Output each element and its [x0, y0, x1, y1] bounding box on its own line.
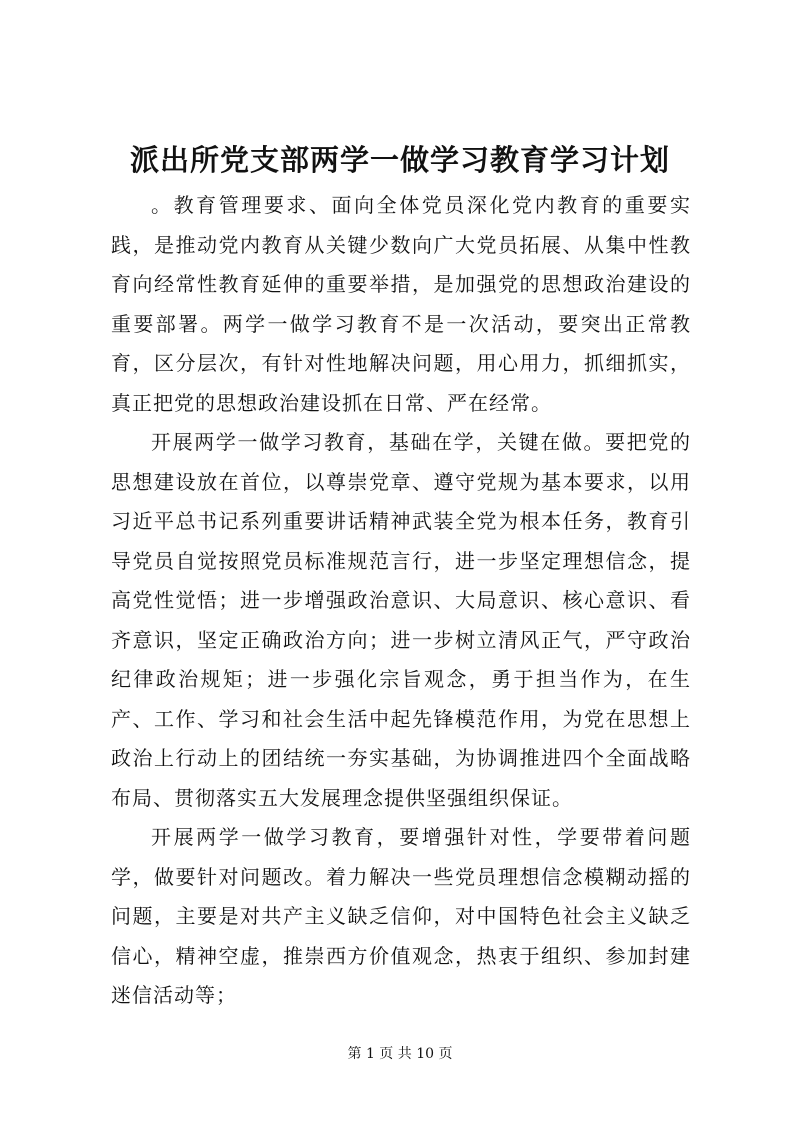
paragraph-2: 开展两学一做学习教育，基础在学，关键在做。要把党的思想建设放在首位，以尊崇党章、遵守党规为基本要求，以用习近平总书记系列重要讲话精神武装全党为根本任务，教育引导党员自觉按照党员标准规范言行，进一步坚定理想信念，提高党性觉悟；进一步增强政治意识、大局意识、核心意识、看齐意识，坚定正确政治方向；进一步树立清风正气，严守政治纪律政治规矩；进一步强化宗旨观念，勇于担当作为，在生产、工作、学习和社会生活中起先锋模范作用，为党在思想上政治上行动上的团结统一夯实基础，为协调推进四个全面战略布局、贯彻落实五大发展理念提供坚强组织保证。: [111, 430, 691, 810]
page-title: 派出所党支部两学一做学习教育学习计划: [129, 143, 670, 177]
page-footer: 第 1 页 共 10 页: [347, 1046, 453, 1062]
document-body: [111, 186, 691, 1016]
paragraph-1: 。教育管理要求、面向全体党员深化党内教育的重要实践，是推动党内教育从关键少数向广大党员拓展、从集中性教育向经常性教育延伸的重要举措，是加强党的思想政治建设的重要部署。两学一做学习教育不是一次活动，要突出正常教育，区分层次，有针对性地解决问题，用心用力，抓细抓实，真正把党的思想政治建设抓在日常、严在经常。: [111, 193, 691, 415]
paragraph-3: 开展两学一做学习教育，要增强针对性，学要带着问题学，做要针对问题改。着力解决一些党员理想信念模糊动摇的问题，主要是对共产主义缺乏信仰，对中国特色社会主义缺乏信心，精神空虚，推崇西方价值观念，热衷于组织、参加封建迷信活动等；: [111, 825, 691, 1007]
